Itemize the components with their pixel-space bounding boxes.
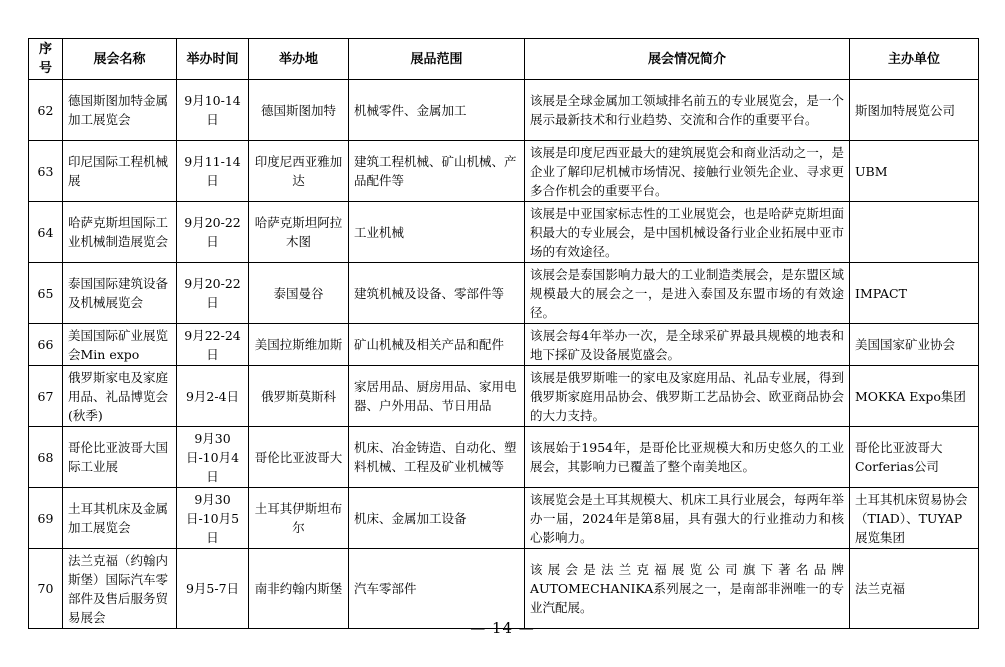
cell-scope: 矿山机械及相关产品和配件: [349, 324, 525, 366]
cell-place: 哥伦比亚波哥大: [249, 427, 349, 488]
cell-scope: 家居用品、厨房用品、家用电器、户外用品、节日用品: [349, 366, 525, 427]
cell-place: 土耳其伊斯坦布尔: [249, 488, 349, 549]
cell-place: 美国拉斯维加斯: [249, 324, 349, 366]
table-row: [29, 488, 979, 549]
cell-name: 土耳其机床及金属加工展览会: [63, 488, 177, 549]
cell-no: 70: [29, 549, 63, 629]
cell-no: 65: [29, 263, 63, 324]
header-place: 举办地: [249, 39, 349, 80]
cell-intro: 该展是印度尼西亚最大的建筑展览会和商业活动之一，是企业了解印尼机械市场情况、接触行业领先企业、寻求更多合作机会的重要平台。: [525, 141, 850, 202]
cell-place: 德国斯图加特: [249, 80, 349, 141]
cell-time: 9月5-7日: [177, 549, 249, 629]
cell-name: 德国斯图加特金属加工展览会: [63, 80, 177, 141]
cell-name: 俄罗斯家电及家庭用品、礼品博览会(秋季): [63, 366, 177, 427]
table-row: [29, 263, 979, 324]
cell-intro: 该展会是法兰克福展览公司旗下著名品牌AUTOMECHANIKA系列展之一，是南部非洲唯一的专业汽配展。: [525, 549, 850, 629]
cell-time: 9月10-14日: [177, 80, 249, 141]
cell-no: 62: [29, 80, 63, 141]
header-time: 举办时间: [177, 39, 249, 80]
table-row: [29, 366, 979, 427]
cell-organizer: 土耳其机床贸易协会（TIAD）、TUYAP展览集团: [850, 488, 979, 549]
cell-intro: 该展览会是土耳其规模大、机床工具行业展会，每两年举办一届，2024年是第8届，具有强大的行业推动力和核心影响力。: [525, 488, 850, 549]
cell-place: 印度尼西亚雅加达: [249, 141, 349, 202]
cell-no: 64: [29, 202, 63, 263]
cell-scope: 工业机械: [349, 202, 525, 263]
cell-organizer: 斯图加特展览公司: [850, 80, 979, 141]
table-row: [29, 80, 979, 141]
cell-intro: 该展会每4年举办一次，是全球采矿界最具规模的地表和地下採矿及设备展览盛会。: [525, 324, 850, 366]
cell-time: 9月2-4日: [177, 366, 249, 427]
cell-place: 俄罗斯莫斯科: [249, 366, 349, 427]
cell-time: 9月22-24日: [177, 324, 249, 366]
table-row: [29, 324, 979, 366]
cell-intro: 该展始于1954年，是哥伦比亚规模大和历史悠久的工业展会，其影响力已覆盖了整个南美地区。: [525, 427, 850, 488]
cell-scope: 机床、冶金铸造、自动化、塑料机械、工程及矿业机械等: [349, 427, 525, 488]
cell-intro: 该展会是泰国影响力最大的工业制造类展会，是东盟区域规模最大的展会之一，是进入泰国及东盟市场的有效途径。: [525, 263, 850, 324]
cell-time: 9月30日-10月5日: [177, 488, 249, 549]
cell-time: 9月11-14日: [177, 141, 249, 202]
header-organizer: 主办单位: [850, 39, 979, 80]
cell-organizer: MOKKA Expo集团: [850, 366, 979, 427]
cell-time: 9月20-22日: [177, 263, 249, 324]
cell-time: 9月30日-10月4日: [177, 427, 249, 488]
table-header-row: [29, 39, 979, 80]
exhibition-table-container: [28, 38, 978, 629]
cell-place: 哈萨克斯坦阿拉木图: [249, 202, 349, 263]
cell-time: 9月20-22日: [177, 202, 249, 263]
cell-scope: 汽车零部件: [349, 549, 525, 629]
cell-scope: 建筑工程机械、矿山机械、产品配件等: [349, 141, 525, 202]
header-name: 展会名称: [63, 39, 177, 80]
header-scope: 展品范围: [349, 39, 525, 80]
cell-scope: 机械零件、金属加工: [349, 80, 525, 141]
cell-organizer: 哥伦比亚波哥大Corferias公司: [850, 427, 979, 488]
cell-place: 泰国曼谷: [249, 263, 349, 324]
cell-intro: 该展是俄罗斯唯一的家电及家庭用品、礼品专业展，得到俄罗斯家庭用品协会、俄罗斯工艺品协会、欧亚商品协会的大力支持。: [525, 366, 850, 427]
page-number: — 14 —: [470, 619, 535, 637]
cell-no: 68: [29, 427, 63, 488]
cell-name: 法兰克福（约翰内斯堡）国际汽车零部件及售后服务贸易展会: [63, 549, 177, 629]
table-row: [29, 427, 979, 488]
header-intro: 展会情况简介: [525, 39, 850, 80]
cell-organizer: 法兰克福: [850, 549, 979, 629]
table-row: [29, 202, 979, 263]
header-no: 序号: [29, 39, 63, 80]
cell-organizer: IMPACT: [850, 263, 979, 324]
table-row: [29, 141, 979, 202]
cell-scope: 建筑机械及设备、零部件等: [349, 263, 525, 324]
cell-intro: 该展是中亚国家标志性的工业展览会，也是哈萨克斯坦面积最大的专业展会，是中国机械设备行业企业拓展中亚市场的有效途径。: [525, 202, 850, 263]
exhibition-table: [28, 38, 979, 629]
cell-name: 美国国际矿业展览会Min expo: [63, 324, 177, 366]
cell-name: 印尼国际工程机械展: [63, 141, 177, 202]
table-row: [29, 549, 979, 629]
cell-no: 67: [29, 366, 63, 427]
cell-scope: 机床、金属加工设备: [349, 488, 525, 549]
cell-intro: 该展是全球金属加工领域排名前五的专业展览会，是一个展示最新技术和行业趋势、交流和合作的重要平台。: [525, 80, 850, 141]
cell-organizer: [850, 202, 979, 263]
cell-no: 69: [29, 488, 63, 549]
cell-name: 哥伦比亚波哥大国际工业展: [63, 427, 177, 488]
cell-organizer: UBM: [850, 141, 979, 202]
cell-no: 66: [29, 324, 63, 366]
cell-organizer: 美国国家矿业协会: [850, 324, 979, 366]
cell-name: 哈萨克斯坦国际工业机械制造展览会: [63, 202, 177, 263]
cell-place: 南非约翰内斯堡: [249, 549, 349, 629]
cell-name: 泰国国际建筑设备及机械展览会: [63, 263, 177, 324]
cell-no: 63: [29, 141, 63, 202]
